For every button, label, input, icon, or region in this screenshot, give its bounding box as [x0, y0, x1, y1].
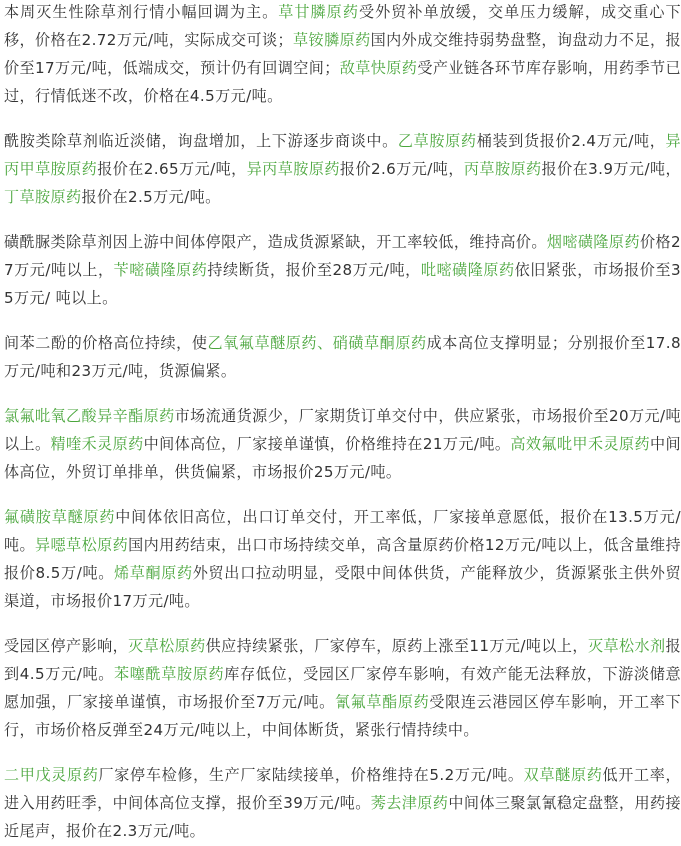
text-segment: 报价2.6万元/吨，	[339, 160, 464, 178]
product-name-butachlor: 丁草胺原药	[4, 188, 82, 206]
text-segment: 供应持续紧张，厂家停车，原药上涨至11万元/吨以上，	[205, 637, 588, 655]
text-segment: 成本高位支撑明显；分别报价至17.8万元/吨和23万元/吨，货源偏紧。	[4, 334, 681, 380]
text-segment: 中间体高位，厂家接单谨慎，价格维持在21万元/吨。	[143, 435, 511, 453]
paragraph-pendimethalin	[4, 761, 681, 845]
text-segment: 受园区停产影响，	[4, 637, 129, 655]
product-name-bensulfuron: 苄嘧磺隆原药	[113, 261, 208, 279]
paragraph-nonselective-herbicides	[4, 0, 681, 110]
paragraph-fomesafen	[4, 503, 681, 615]
text-segment: 受产业链各环节库存影响，用药季节已过，行情低迷不改，价格在4.5万元/吨。	[4, 59, 681, 105]
text-segment: 持续断货，报价至28万元/吨，	[207, 261, 421, 279]
product-name-fomesafen: 氟磺胺草醚原药	[4, 508, 116, 526]
product-name-mefenacet: 苯噻酰草胺原药	[114, 665, 225, 683]
product-name-clomazone: 异噁草松原药	[35, 536, 129, 554]
product-name-clethodim: 烯草酮原药	[114, 564, 193, 582]
text-segment: 间苯二酚的价格高位持续，使	[4, 334, 208, 352]
text-segment: 报到4.5万元/吨。	[4, 637, 681, 683]
product-name-bentazone-tech: 灭草松原药	[128, 637, 206, 655]
text-segment: 报价在3.9万元/吨，	[541, 160, 681, 178]
text-segment: 桶装到货报价2.4万元/吨，	[476, 132, 666, 150]
paragraph-sulfonylurea-herbicides	[4, 228, 681, 312]
product-name-oxyfluorfen-mesotrione: 乙氧氟草醚原药、硝磺草酮原药	[207, 334, 427, 352]
product-name-glufosinate: 草铵膦原药	[293, 31, 371, 49]
text-segment: 外贸出口拉动明显，受限中间体供货，产能释放少，货源紧张主供外贸渠道，市场报价17万元/吨。	[4, 564, 681, 610]
text-segment: 酰胺类除草剂临近淡储，询盘增加，上下游逐步商谈中。	[4, 132, 398, 150]
text-segment: 库存低位，受园区厂家停车影响，有效产能无法释放，下游淡储意愿加强，厂家接单谨慎，市场报价至7万元/吨。	[4, 665, 681, 711]
text-segment: 依旧紧张，市场报价至35万元/ 吨以上。	[4, 261, 681, 307]
product-name-pendimethalin: 二甲戊灵原药	[4, 766, 99, 784]
text-segment: 磺酰脲类除草剂因上游中间体停限产，造成货源紧缺，开工率较低，维持高价。	[4, 233, 547, 251]
text-segment: 低开工率，进入用药旺季，中间体高位支撑，报价至39万元/吨。	[4, 766, 681, 812]
product-name-propisochlor: 异丙草胺原药	[246, 160, 340, 178]
text-segment: 中间体依旧高位，出口订单交付，开工率低，厂家接单意愿低，报价在13.5万元/吨。	[4, 508, 681, 554]
text-segment: 中间体三聚氯氰稳定盘整，用药接近尾声，报价在2.3万元/吨。	[4, 794, 681, 840]
text-segment: 受外贸补单放缓，交单压力缓解，成交重心下移，价格在2.72万元/吨，实际成交可谈；	[4, 3, 681, 49]
paragraph-resorcinol	[4, 329, 681, 385]
text-segment: 受限连云港园区停车影响，开工率下行，市场价格反弹至24万元/吨以上，中间体断货，紧张行情持续中。	[4, 693, 681, 739]
product-name-haloxyfop-p-methyl: 高效氟吡甲禾灵原药	[510, 435, 650, 453]
paragraph-amide-herbicides	[4, 127, 681, 211]
product-name-diquat: 敌草快原药	[339, 59, 418, 77]
text-segment: 价格27万元/吨以上，	[4, 233, 681, 279]
text-segment: 中间体高位，外贸订单排单，供货偏紧，市场报价25万元/吨。	[4, 435, 681, 481]
product-name-pretilachlor: 丙草胺原药	[463, 160, 542, 178]
text-segment: 市场流通货源少，厂家期货订单交付中，供应紧张，市场报价至20万元/吨以上。	[4, 407, 681, 453]
text-segment: 报价在2.65万元/吨，	[97, 160, 247, 178]
paragraph-bentazone	[4, 632, 681, 744]
product-name-glyphosate: 草甘膦原药	[278, 3, 359, 21]
text-segment: 国内用药结束，出口市场持续交单，高含量原药价格12万元/吨以上，低含量维持报价8.5万/吨。	[4, 536, 681, 582]
product-name-quizalofop-p-ethyl: 精喹禾灵原药	[50, 435, 144, 453]
text-segment: 厂家停车检修，生产厂家陆续接单，价格维持在5.2万元/吨。	[98, 766, 524, 784]
product-name-metolachlor: 异丙甲草胺原药	[4, 132, 681, 178]
paragraph-fluroxypyr	[4, 402, 681, 486]
product-name-fluroxypyr-meptyl: 氯氟吡氧乙酸异辛酯原药	[4, 407, 175, 425]
product-name-atrazine: 莠去津原药	[370, 794, 449, 812]
product-name-bentazone-aqueous: 灭草松水剂	[587, 637, 666, 655]
product-name-pyrazosulfuron: 吡嘧磺隆原药	[420, 261, 515, 279]
product-name-cyhalofop-butyl: 氰氟草酯原药	[334, 693, 430, 711]
product-name-bispyribac-sodium: 双草醚原药	[523, 766, 603, 784]
product-name-nicosulfuron: 烟嘧磺隆原药	[546, 233, 640, 251]
text-segment: 本周灭生性除草剂行情小幅回调为主。	[4, 3, 279, 21]
product-name-acetochlor: 乙草胺原药	[397, 132, 477, 150]
text-segment: 国内外成交维持弱势盘整，询盘动力不足，报价至17万元/吨，低端成交，预计仍有回调空间；	[4, 31, 681, 77]
text-segment: 报价在2.5万元/吨。	[81, 188, 221, 206]
